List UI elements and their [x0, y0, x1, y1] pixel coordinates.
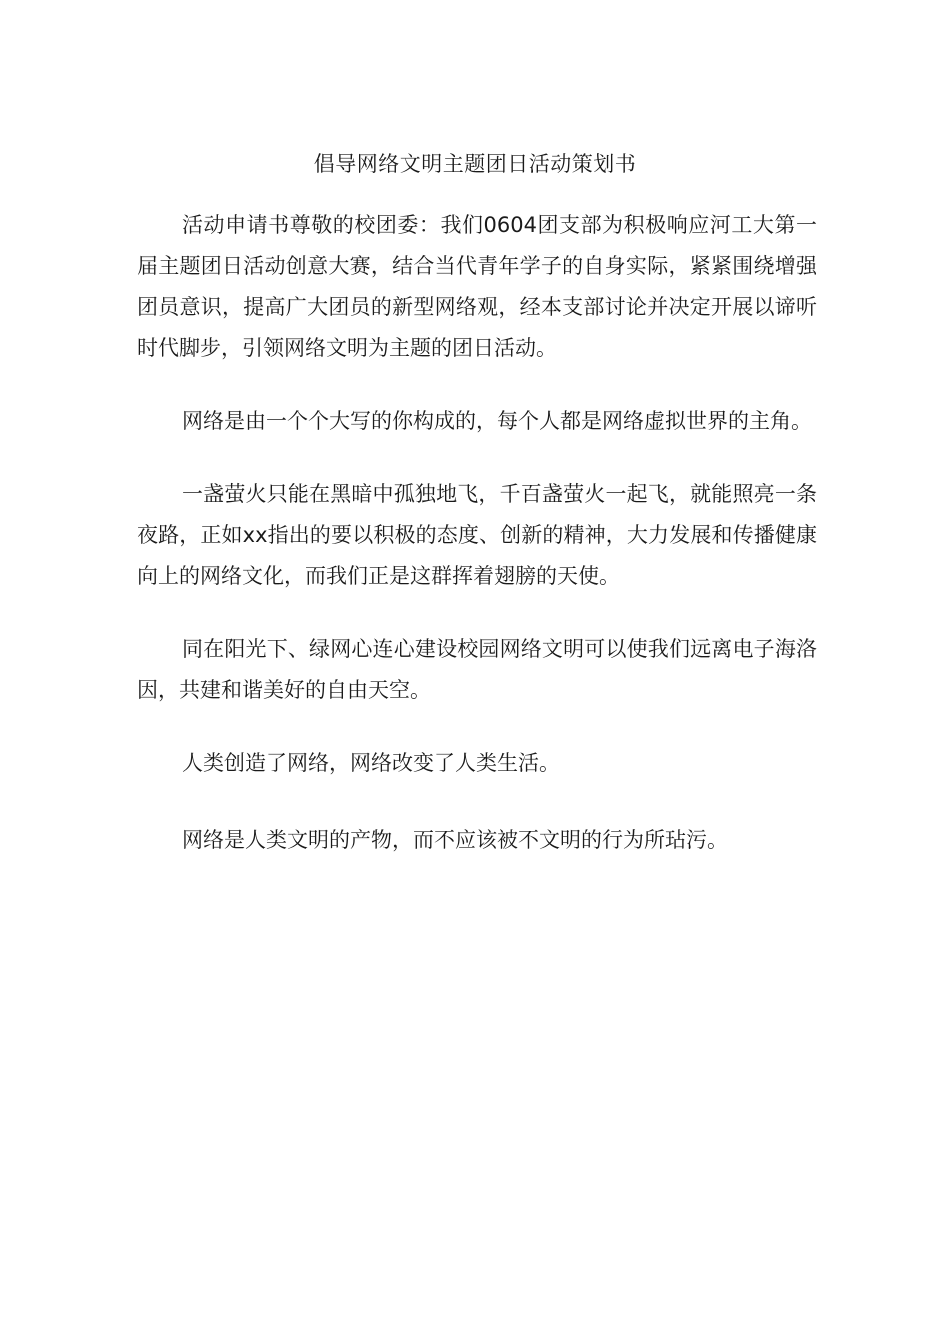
document-body [137, 205, 817, 893]
document-title: 倡导网络文明主题团日活动策划书 [313, 152, 637, 176]
paragraph-network-protagonist: 网络是由一个个大写的你构成的，每个人都是网络虚拟世界的主角。 [182, 409, 812, 433]
paragraph-civilization: 网络是人类文明的产物，而不应该被不文明的行为所玷污。 [182, 828, 728, 852]
paragraph-activity-application: 活动申请书尊敬的校团委：我们0604团支部为积极响应河工大第一届主题团日活动创意大赛，结合当代青年学子的自身实际，紧紧围绕增强团员意识，提高广大团员的新型网络观，经本支部讨论并决定开展以谛听时代脚步，引领网络文明为主题的团日活动。 [137, 213, 817, 360]
paragraph-human-network: 人类创造了网络，网络改变了人类生活。 [182, 751, 560, 775]
paragraph-sunshine: 同在阳光下、绿网心连心建设校园网络文明可以使我们远离电子海洛因，共建和谐美好的自由天空。 [137, 637, 817, 702]
paragraph-firefly: 一盏萤火只能在黑暗中孤独地飞，千百盏萤火一起飞，就能照亮一条夜路，正如xx指出的要以积极的态度、创新的精神，大力发展和传播健康向上的网络文化，而我们正是这群挥着翅膀的天使。 [137, 482, 817, 588]
